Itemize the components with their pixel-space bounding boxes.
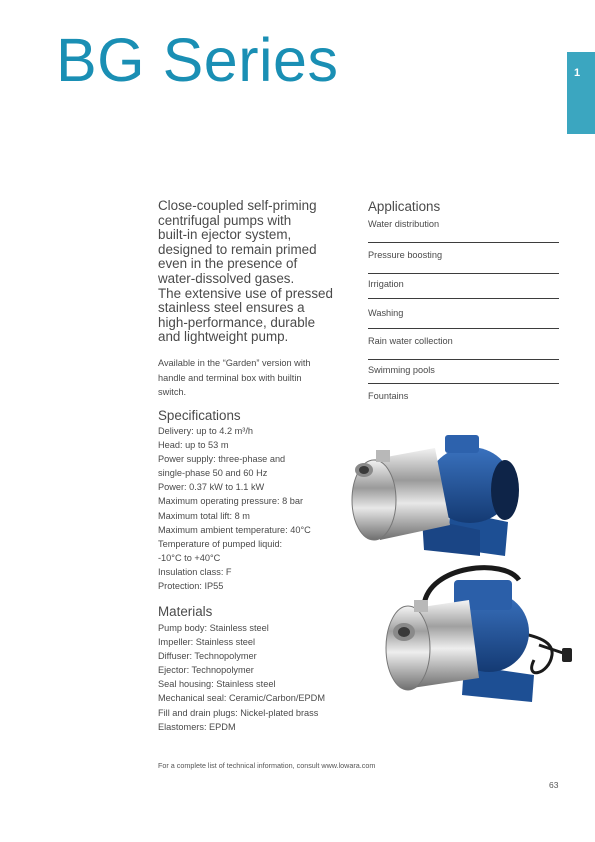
applications-heading: Applications (368, 199, 441, 214)
intro-line: designed to remain primed (158, 241, 317, 257)
intro-line: water-dissolved gases. (158, 270, 295, 286)
spec-line: Maximum total lift: 8 m (158, 510, 250, 521)
page-title: BG Series (56, 26, 339, 94)
intro-line: Close-coupled self-priming (158, 198, 317, 213)
intro-line: The extensive use of pressed (158, 285, 333, 301)
intro-line: built-in ejector system, (158, 227, 292, 243)
material-line: Seal housing: Stainless steel (158, 679, 276, 690)
application-item: Washing (368, 308, 404, 318)
material-line: Ejector: Technopolymer (158, 665, 254, 676)
spec-line: Power supply: three-phase and (158, 454, 286, 465)
spec-line: single-phase 50 and 60 Hz (158, 468, 268, 479)
specifications-list (158, 424, 358, 593)
spec-line: Protection: IP55 (158, 581, 224, 592)
footer-note: For a complete list of technical information, consult www.lowara.com (158, 761, 376, 770)
spec-line: -10°C to +40°C (158, 552, 221, 563)
material-line: Pump body: Stainless steel (158, 623, 269, 633)
intro-line: centrifugal pumps with (158, 212, 292, 228)
application-item: Water distribution (368, 219, 440, 229)
materials-list (158, 621, 358, 734)
spec-line: Maximum operating pressure: 8 bar (158, 496, 304, 507)
spec-line: Insulation class: F (158, 566, 232, 577)
intro-line: even in the presence of (158, 256, 298, 272)
garden-note (158, 356, 358, 400)
pump-image-garden (384, 560, 574, 705)
application-item: Fountains (368, 391, 409, 401)
material-line: Impeller: Stainless steel (158, 637, 256, 648)
garden-line: handle and terminal box with builtin (158, 372, 302, 383)
application-item: Swimming pools (368, 365, 435, 375)
material-line: Elastomers: EPDM (158, 721, 236, 732)
intro-paragraph (158, 199, 358, 345)
application-item: Rain water collection (368, 336, 453, 346)
applications-list (368, 216, 559, 410)
spec-line: Delivery: up to 4.2 m³/h (158, 426, 253, 436)
intro-line: and lightweight pump. (158, 329, 289, 345)
specifications-heading: Specifications (158, 408, 241, 423)
intro-line: stainless steel ensures a (158, 300, 305, 316)
spec-line: Power: 0.37 kW to 1.1 kW (158, 482, 265, 493)
materials-heading: Materials (158, 604, 213, 619)
application-item: Pressure boosting (368, 250, 443, 260)
material-line: Mechanical seal: Ceramic/Carbon/EPDM (158, 693, 325, 704)
spec-line: Head: up to 53 m (158, 440, 229, 451)
application-item: Irrigation (368, 279, 404, 289)
spec-line: Maximum ambient temperature: 40°C (158, 524, 311, 535)
intro-line: high-performance, durable (158, 314, 316, 330)
spec-line: Temperature of pumped liquid: (158, 538, 283, 549)
pump-image-standard (340, 430, 525, 560)
material-line: Diffuser: Technopolymer (158, 651, 257, 662)
chapter-tab (567, 52, 595, 134)
chapter-number: 1 (574, 67, 581, 79)
garden-line: Available in the “Garden” version with (158, 358, 311, 368)
material-line: Fill and drain plugs: Nickel-plated brass (158, 707, 319, 718)
page-number: 63 (549, 780, 559, 790)
garden-line: switch. (158, 387, 187, 398)
